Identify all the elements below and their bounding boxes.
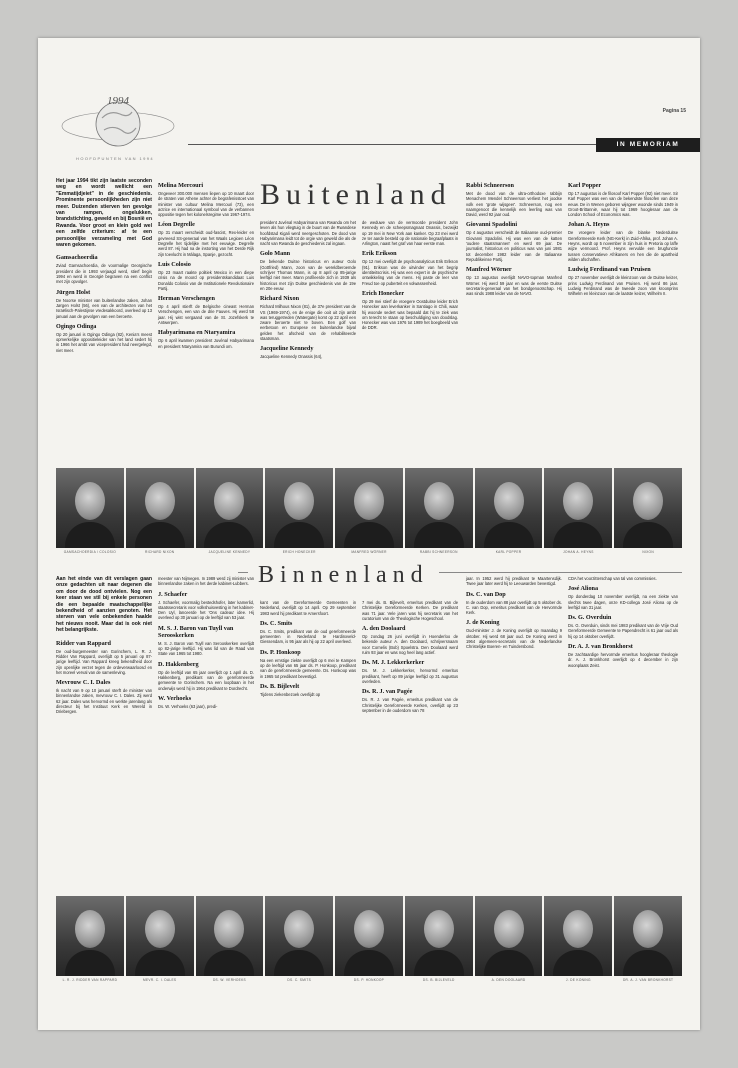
obituary-text: M. S. J. Baron van Tuyll van Serooskerken overlijdt op 82-jarige leeftijd. Hij was lid van de Raad van State van 1965 tot 1980. xyxy=(158,640,254,657)
portrait-image xyxy=(56,468,124,548)
obituary-text: Ds. M. J. Lekkerkerker, hervormd emeritus predikant, heeft op 89 jarige leeftijd op 31 augustus overleden. xyxy=(362,668,458,684)
obituary-text: Jacqueline Kennedy Onassis (64), xyxy=(260,354,323,360)
portrait-photo xyxy=(405,468,473,554)
obituary-name: Johan A. Heyns xyxy=(568,221,610,229)
portrait-photo xyxy=(265,896,333,982)
portrait-photo xyxy=(475,896,543,982)
portrait-photo xyxy=(126,896,194,982)
obituary-text: In de ouderdom van 88 jaar overlijdt op 5 oktober ds. C. van Dop, emeritus predikant van de Hervormde Kerk. xyxy=(466,599,562,616)
portrait-photo xyxy=(56,468,124,554)
obituary-name: Rabbi Schneerson xyxy=(466,182,514,189)
obituary-name: Manfred Wörner xyxy=(466,266,512,274)
obituary-name: Jacqueline Kennedy xyxy=(260,345,314,353)
obituary-name: Dr. A. J. van Bronkhorst xyxy=(568,643,633,651)
photo-caption: DR. A. J. VAN BRONKHORST xyxy=(622,978,674,982)
binnenland-col4 xyxy=(362,600,458,716)
portrait-image xyxy=(405,468,473,548)
buitenland-col6 xyxy=(568,178,678,299)
portrait-image xyxy=(265,896,333,976)
section-banner xyxy=(38,138,700,152)
obituary-name: Habyarimana en Ntaryamira xyxy=(158,329,236,337)
portrait-photo xyxy=(56,896,124,982)
photo-caption: RICHARD NIXON xyxy=(144,550,175,554)
photo-caption: L. R. J. RIDDER VAN RAPPARD xyxy=(62,978,118,982)
obituary-text: Op donderdag 10 november overlijdt, na een ziekte van slechts twee dagen, onze KD-collega José Aliona op de leeftijd van 31 jaar. xyxy=(568,594,678,610)
lead-text: Het jaar 1994 tikt zijn laatste seconden weg en wordt wellicht een "Emmatijdjeiet" in de geschiedenis. Prominente persoonlijkheden zijn niet meer. Duizenden stierven ten gevolge van rampen, ongelukken, brandstichting, geweld en bij Bosnië en Rwanda. Voor groot en klein gold wel een zelfde criterium: af te een persoonlijke verzameling met God waren gekomen. xyxy=(56,178,152,249)
obituary-text: Ongeveer 300.000 mensen liepen op 10 maart door de straten van Athene achter de begrafenisstoet van minister van cultuur Melina Mercouri (73), een actrice en internationaal symbool van de verbannen oppositie tegen het kolonelsregime van 1967-1974. xyxy=(158,191,254,218)
obituary-text: Op 13 augustus overlijdt NAVO-topman Manfred Wörner. Hij werd 59 jaar en was de eerste Duitse secretaris-generaal van het bondgenootschap. Hij was sinds 1988 leider van de NAVO. xyxy=(466,275,562,297)
portrait-photo xyxy=(614,468,682,554)
photo-caption: KARL POPPER xyxy=(495,550,522,554)
obituary-text: Ds. W. Verhoeks (63 jaar), predi- xyxy=(158,703,218,709)
obituary-name: Luis Colosio xyxy=(158,260,191,268)
photo-caption: MANFRED WÖRNER xyxy=(351,550,387,554)
binnenland-lead: Aan het einde van dit verslagen gaan onze gedachten uit naar degenen die om door de dood ontvielen. Nog een keer staan we stil bij enkele personen die een bepaalde maatschappelijke bekendheid of aanzien genoten. Het sterven van vele onbekenden haalde het nieuws nooit. Maar dat is ook niet het belangrijkste. xyxy=(56,576,152,634)
obituary-text: CDA het voorzitterschap van tal van commissies. xyxy=(568,576,657,581)
photo-caption: GAMSACHOERDIA / COLOSIO xyxy=(63,550,117,554)
logo-year: 1994 xyxy=(107,95,129,107)
obituary-text: Ds. R. J. van Pagée, emeritus predikant van de Christelijke Gereformeerde Kerken, overlijdt op 23 september in de ouderdom van 78 xyxy=(362,697,458,713)
photo-caption: JOHAN A. HEYNS xyxy=(563,550,594,554)
obituary-name: Ds. G. Overduin xyxy=(568,614,612,622)
obituary-text: Op zondag 26 juni overlijdt in Hoenderloo de bekende auteur A. den Doolaard, schrijversnaam voor Cornelis (Bob) Spoelstra. Den Doolaard werd ruim 93 jaar en was nog heel lang actief. xyxy=(362,634,458,656)
portrait-photo xyxy=(126,468,194,554)
binnenland-col1 xyxy=(56,640,152,715)
obituary-text: jaar. In 1952 werd hij predikant te Maartensdijk. Twee jaar later werd hij te Leeuwarden bevestigd. xyxy=(466,576,562,587)
newspaper-page xyxy=(38,38,700,1030)
obituary-name: Jürgen Holst xyxy=(56,288,91,296)
obituary-text: Op 12 mei overlijdt de psychoanalyticus Erik Erikson (91). Erikson was de uitvinder van het begrip identiteitscrisis. Hij was een expert in de psychische ontwikkeling van de mens. Hij paste de leer van Freud toe op puberteit en volwassenheid. xyxy=(362,259,458,286)
portrait-image xyxy=(405,896,473,976)
obituary-name: Gamsachoerdia xyxy=(56,254,98,262)
photo-caption: JACQUELINE KENNEDY xyxy=(208,550,251,554)
portrait-photo xyxy=(614,896,682,982)
obituary-name: Ds. C. van Dop xyxy=(466,590,506,598)
portrait-image xyxy=(614,468,682,548)
obituary-text: De zachtaardige hervormde emeritus hoogleraar theologie dr. A. J. Bronkhorst overlijdt op 4 december in zijn woonplaats Zeist. xyxy=(568,652,678,668)
obituary-name: Ds. B. Bijlevelt xyxy=(260,682,300,690)
obituary-name: Melina Mercouri xyxy=(158,182,204,189)
section-title: IN MEMORIAM xyxy=(596,138,700,152)
obituary-text: De vroegere leider van de blanke Nederduitse Gereformeerde Kerk (NG-Kerk) in Zuid-Afrika, prof. Johan A. Heyns, wordt op 5 november in zijn huis in Pretoria op laffe wijze vermoord. Prof. Heyns vervulde een brugfunctie tussen conservatieve Afrikaners en hen die de apartheid wilden afschaffen. xyxy=(568,230,678,262)
portrait-image xyxy=(335,468,403,548)
obituary-text: Ik nacht van 9 op 10 januari sterft de minister van binnenlandse zaken, mevrouw C. I. Dales. Zij werd 62 jaar. Dales was hervormd en werkte jarenlang als directeur bij het Instituut Kerk en Wereld in Driebergen. xyxy=(56,688,152,715)
binnenland-title: Binnenland xyxy=(248,562,439,589)
portrait-image xyxy=(614,896,682,976)
lead-column xyxy=(56,178,152,356)
photo-caption: DS. W. VERHOEKS xyxy=(212,978,246,982)
portrait-image xyxy=(335,896,403,976)
obituary-text: De bekende Duitse historicus en auteur Golo (Gottfried) Mann, zoon van de wereldberoemde schrijver Thomas Mann, is op 8 april op 85-jarige leeftijd niet meer. Mann profileerde zich in 1939 als historicus met zijn Duitse geschiedenis van de 19e en 20e eeuw. xyxy=(260,259,356,291)
photo-strip-bottom xyxy=(56,896,682,982)
obituary-name: Ds. M. J. Lekkerkerker xyxy=(362,659,425,667)
obituary-name: Herman Verschengen xyxy=(158,295,215,303)
obituary-name: Ds. P. Honkoop xyxy=(260,648,301,656)
obituary-name: Léon Degrelle xyxy=(158,221,195,229)
binnenland-col6 xyxy=(568,576,678,671)
obituary-name: Ds. R. J. van Pagée xyxy=(362,688,413,696)
obituary-text: Ds. G. Overduin, sinds mei 1983 predikant van de Vrije Oud Gereformeerde Gemeente te Papendrecht is 61 jaar oud als hij op 14 oktober overlijdt. xyxy=(568,623,678,639)
obituary-text: Met de dood van de ultra-orthodoxe rabbijn Menachem Mendel Schneerson verliest het joodse volk een 'grote wijsgeer'. Schneerson, nog een naamgenoot die kennelijk een leerling was van David, werd 92 jaar oud. xyxy=(466,191,562,218)
obituary-text: Na een ernstige ziekte overlijdt op 6 mei te Kampen op de leeftijd van 65 jaar ds. P. Honkoop, predikant van de gereformeerde gemeente. Ds. Honkoop was in 1965 tot predikant bevestigd. xyxy=(260,657,356,679)
obituary-text: Op 20 januari is Ogingo Odinga (82), Kenia's meest opmerkelijke oppositieleider van het land sedert hij in 1966 het ambt van vicepresident had neergelegd, niet meer. xyxy=(56,331,152,353)
logo-caption: HOOFDPUNTEN VAN 1994 xyxy=(76,156,154,161)
obituary-text: Ds. C. Smits, predikant van de oud gereformeerde gemeenten in Nederland te Hardinxveld-Giessendam, is 95 jaar als hij op 22 april overleed. xyxy=(260,628,356,645)
photo-caption: DS. C. SMITS xyxy=(287,978,312,982)
binnenland-col3 xyxy=(260,600,356,700)
obituary-name: Erich Honecker xyxy=(362,289,405,297)
binnenland-lead-column xyxy=(56,576,152,718)
photo-strip-top xyxy=(56,468,682,554)
obituary-text: 7 mei ds. B. Bijlevelt, emeritus predikant van de Christelijke Gereformeerde Kerken. De predikant was 71 jaar. Vele jaren was hij secretaris van het curatorium van de Theologische Hogeschool. xyxy=(362,600,458,621)
photo-caption: A. DEN DOOLAARD xyxy=(491,978,526,982)
portrait-image xyxy=(475,896,543,976)
obituary-name: W. Verhoeks xyxy=(158,694,192,702)
obituary-text: Op 23 maart raakte politiek Mexico in een diepe crisis na de moord op presidentskandidaat Luis Donaldo Colosio van de Institutionele Revolutionaire Partij. xyxy=(158,269,254,291)
obituary-name: Ogingo Odinga xyxy=(56,322,97,330)
portrait-photo xyxy=(335,896,403,982)
obituary-text: kant van de Gereformeerde Gemeenten in Nederland, overlijdt op 14 april. Op 29 september 1983 werd hij predikant te Amersfoort. xyxy=(260,600,356,616)
obituary-name: J. Schaefer xyxy=(158,590,188,598)
photo-caption: NIXON xyxy=(642,550,654,554)
obituary-text: Zviad Gamsachoerdia, de voormalige Georgische president die in 1993 verjaagd werd, stierf begin 1994 en werd in Georgië begraven na een conflict met zijn opvolger. xyxy=(56,263,152,285)
portrait-image xyxy=(126,896,194,976)
buitenland-col3 xyxy=(260,220,356,363)
portrait-image xyxy=(126,468,194,548)
obituary-text: J. Schaefer, voormalig bestedshofer, later kamerlid, staatssecretaris voor volkshuisvesting in het kabinet-Den Uyl, lanceerde het 'Ons cadeau' idee. Hij overleed op 30 januari op de leeftijd van 53 jaar. xyxy=(158,599,254,621)
obituary-text: de weduwe van de vermoorde president John Kennedy en de scheepsmagnaat Onassis, bezwijkt op 19 mei in New York aan kanker. Op 23 mei werd ze ter aarde besteld op de nationale begraafplaats in Arlington, naast het graf van haar eerste man. xyxy=(362,220,458,247)
portrait-image xyxy=(196,896,264,976)
obituary-text: Oud-minister J. de Koning overlijdt op maandag 9 oktober. Hij werd 68 jaar oud. De Koning werd in 1964 algemeen-secretaris van de Nederlandse Christelijke Boeren- en Tuindersbond. xyxy=(466,628,562,650)
obituary-text: De Noorse minister van buitenlandse zaken, Johan Jørgen Holst (56), een van de architecten van het Israëlisch-Palestijnse vredesakkoord, overleed op 13 januari aan de gevolgen van een beroerte. xyxy=(56,297,152,319)
buitenland-col5 xyxy=(466,178,562,299)
binnenland-col5 xyxy=(466,576,562,653)
portrait-photo xyxy=(196,896,264,982)
obituary-name: Giovanni Spadolini xyxy=(466,221,518,229)
portrait-photo xyxy=(544,468,612,554)
portrait-photo xyxy=(475,468,543,554)
obituary-name: Ludwig Ferdinand van Pruisen xyxy=(568,266,651,274)
portrait-image xyxy=(56,896,124,976)
obituary-name: Erik Erikson xyxy=(362,250,397,258)
obituary-name: D. Hakkenberg xyxy=(158,660,199,668)
obituary-name: Ds. C. Smits xyxy=(260,619,293,627)
portrait-image xyxy=(475,468,543,548)
obituary-name: M. S. J. Baron van Tuyll van Serooskerken xyxy=(158,624,234,639)
obituary-text: Op de leeftijd van 65 jaar overlijdt op 1 april ds. D. Hakkenberg, predikant van de gereformeerde gemeente te Gorinchem. Na een loopbaan in het onderwijs werd hij in 1964 predikant te Dordrecht. xyxy=(158,669,254,691)
buitenland-col2 xyxy=(158,178,254,352)
obituary-text: Op 27 november overlijdt de kleinzoon van de Duitse keizer, prins Ludwig Ferdinand van Pruisen. Hij werd 86 jaar. Ludwig Ferdinand was de tweede zoon van kroonprins Wilhelm en kleinzoon van de laatste keizer, Wilhelm II. xyxy=(568,275,678,297)
portrait-image xyxy=(196,468,264,548)
portrait-photo xyxy=(196,468,264,554)
obituary-text: Richard Milhous Nixon (81), de 37e president van de VS (1969-1974), en de enige die ooit uit zijn ambt was teruggetreden (Watergate) komt op 22 april een zware beroerte niet te boven. Een golf van eerbetoon en Europese en buitenlandse bijval gelden het afscheid van de rehabiliteerde staatsman. xyxy=(260,304,356,342)
obituary-text: president Juvénal Habyarimana van Rwanda om het leven als hun vliegtuig in de buurt van de Rwandese hoofdstad Kigali werd neergeschoten. De dood van Habyarimana leidt tot de orgie van geweld die als de nacht van Rwanda de geschiedenis zal ingaan. xyxy=(260,220,356,247)
obituary-name: A. den Doolaard xyxy=(362,625,406,633)
obituary-name: J. de Koning xyxy=(466,619,500,627)
obituary-text: Op 31 maart verscheidt oud-fascist, Rex-leider en gevreesd SS-generaal van het Waals Legioen Léon Degrelle het tijdelijke met het eeuwige. Degrelle werd 87. Hij had na de instorting van het Derde Rijk zijn toevlucht in Málaga, Spanje, gezocht. xyxy=(158,230,254,257)
portrait-image xyxy=(544,896,612,976)
portrait-photo xyxy=(544,896,612,982)
obituary-text: Op 4 april stierft de Belgische cineast Herman Verschengen, een van de drie Fauves. Hij werd 58 jaar. Hij wist vergaand van de St. Jozefskerk te Antwerpen. xyxy=(158,304,254,326)
photo-caption: MEVR. C. I. DALES xyxy=(143,978,177,982)
obituary-text: Tijdens ziekenbezoek overlijdt op xyxy=(260,691,321,697)
obituary-text: Op 29 mei stierf de vroegere Oostduitse leider Erich Honecker aan leverkanker in Santiago in Chili, waar hij woonde sedert was bepaald dat hij te ziek was om terecht te staan op beschuldiging van doodslag. Honecker was van 1976 tot 1989 het boegbeeld van de DDR. xyxy=(362,298,458,331)
obituary-text: Op 17 augustus is de filosoof Karl Popper (92) niet meer. Sir Karl Popper was een van de bekendste filosofen van deze eeuw. De in Wenen geboren wijsgeer woonde sinds 1949 in Groot-Brittannië, waar hij tot 1969 hoogleraar aan de London School of Economics was. xyxy=(568,191,678,218)
obituary-name: Richard Nixon xyxy=(260,295,300,303)
photo-caption: DS. B. BIJLEVELD xyxy=(422,978,455,982)
buitenland-col1 xyxy=(56,254,152,353)
photo-caption: ERICH HONECKER xyxy=(282,550,316,554)
page-number: Pagina 15 xyxy=(662,108,686,114)
buitenland-title: Buitenland xyxy=(260,178,452,211)
obituary-name: Mevrouw C. I. Dales xyxy=(56,679,111,687)
photo-caption: RABBI SCHNEERSON xyxy=(419,550,458,554)
portrait-photo xyxy=(405,896,473,982)
photo-caption: J. DE KONING xyxy=(565,978,591,982)
portrait-photo xyxy=(335,468,403,554)
buitenland-col4 xyxy=(362,220,458,334)
obituary-text: Op 6 april kwamen president Juvénal Habyarimana en president Ntaryamira van Burundi om. xyxy=(158,338,254,349)
obituary-text: De oud-burgemeester van Gorinchem, L. R. J. Ridder Van Rappard, overlijdt op 5 januari op 87-jarige leeftijd. Van Rappard kreeg bekendheid door zijn openlijke verzet tegen de ordeverwaarloosd en het moreel verval van de samenleving. xyxy=(56,648,152,675)
obituary-name: Ridder van Rappard xyxy=(56,639,111,647)
obituary-text: Op 4 augustus verscheidt de Italiaanse oud-premier Giovanni Spadolini. Hij was een van de katten 'oudere staatsmannen' en werd 69 jaar. De journalist, historicus en politicus was van juni 1981 tot december 1982 leider van de Italiaanse Republikeinse Partij. xyxy=(466,230,562,262)
obituary-text: meester van Nijmegen. In 1989 werd zij minister van binnenlandse zaken in het derde kabinet-Lubbers. xyxy=(158,576,254,587)
obituary-name: Karl Popper xyxy=(568,182,602,189)
obituary-name: Golo Mann xyxy=(260,250,291,258)
portrait-photo xyxy=(265,468,333,554)
binnenland-col2 xyxy=(158,576,254,712)
portrait-image xyxy=(544,468,612,548)
photo-caption: DS. P. HONKOOP xyxy=(353,978,385,982)
obituary-name: José Aliona xyxy=(568,585,599,593)
portrait-image xyxy=(265,468,333,548)
